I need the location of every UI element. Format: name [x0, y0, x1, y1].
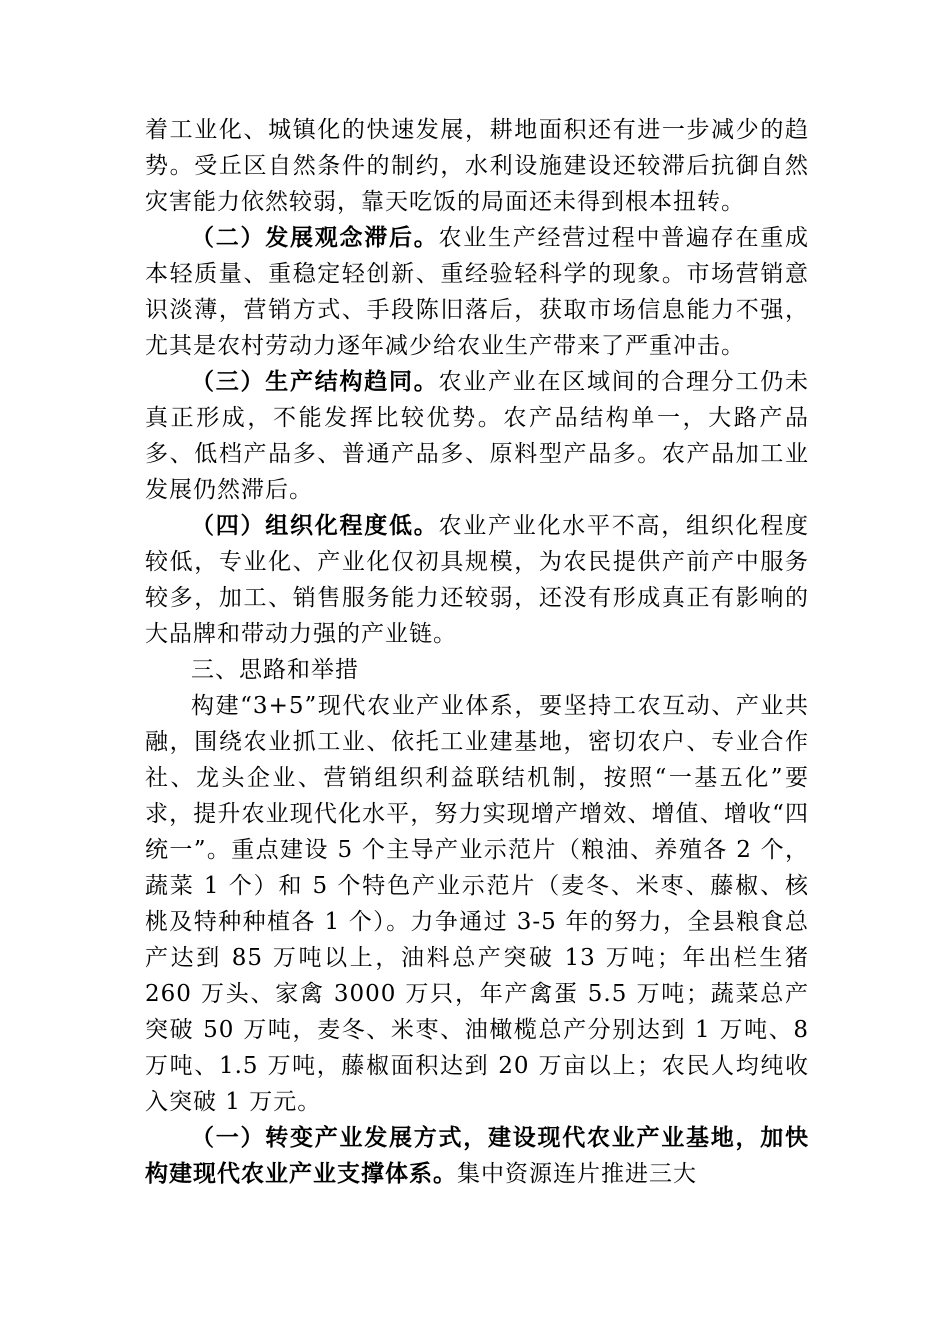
paragraph-organization [145, 508, 809, 652]
paragraph-text: 构建“3+5”现代农业产业体系，要坚持工农互动、产业共融，围绕农业抓工业、依托工业建基地，密切农户、专业合作社、龙头企业、营销组织利益联结机制，按照“一基五化”要求，提升农业现代化水平，努力实现增产增效、增值、增收“四统一”。重点建设 5 个主导产业示范片（粮油、养殖各 2 个，蔬菜 1 个）和 5 个特色产业示范片（麦冬、米枣、藤椒、核桃及特种种植各 1 个）。力争通过 3-5 年的努力，全县粮食总产达到 85 万吨以上，油料总产突破 13 万吨；年出栏生猪 260 万头、家禽 3000 万只，年产禽蛋 5.5 万吨；蔬菜总产突破 50 万吨，麦冬、米枣、油橄榄总产分别达到 1 万吨、8 万吨、1.5 万吨，藤椒面积达到 20 万亩以上；农民人均纯收入突破 1 万元。 [145, 693, 809, 1115]
paragraph-lead: （二）发展观念滞后。 [191, 224, 439, 251]
paragraph-lead: （一）转变产业发展方式，建设现代农业产业基地，加快构建现代农业产业支撑体系。 [145, 1124, 809, 1187]
paragraph-concept-lag [145, 220, 809, 364]
paragraph-text: 集中资源连片推进三大 [457, 1161, 697, 1187]
paragraph-structure [145, 364, 809, 508]
paragraph-farmland [145, 112, 809, 220]
document-body [145, 112, 809, 1192]
paragraph-system [145, 688, 809, 1120]
paragraph-text: 着工业化、城镇化的快速发展，耕地面积还有进一步减少的趋势。受丘区自然条件的制约，水利设施建设还较滞后抗御自然灾害能力依然较弱，靠天吃饭的局面还未得到根本扭转。 [145, 117, 809, 215]
section-heading: 三、思路和举措 [191, 657, 359, 683]
paragraph-lead: （四）组织化程度低。 [191, 512, 439, 539]
paragraph-lead: （三）生产结构趋同。 [191, 368, 439, 395]
paragraph-text: 农业产业在区域间的合理分工仍未真正形成，不能发挥比较优势。农产品结构单一，大路产品多、低档产品多、普通产品多、原料型产品多。农产品加工业发展仍然滞后。 [145, 369, 809, 503]
paragraph-text: 农业生产经营过程中普遍存在重成本轻质量、重稳定轻创新、重经验轻科学的现象。市场营销意识淡薄，营销方式、手段陈旧落后，获取市场信息能力不强，尤其是农村劳动力逐年减少给农业生产带来了严重冲击。 [145, 225, 809, 359]
paragraph-transform [145, 1120, 809, 1192]
paragraph-text: 农业产业化水平不高，组织化程度较低，专业化、产业化仅初具规模，为农民提供产前产中服务较多，加工、销售服务能力还较弱，还没有形成真正有影响的大品牌和带动力强的产业链。 [145, 513, 809, 647]
